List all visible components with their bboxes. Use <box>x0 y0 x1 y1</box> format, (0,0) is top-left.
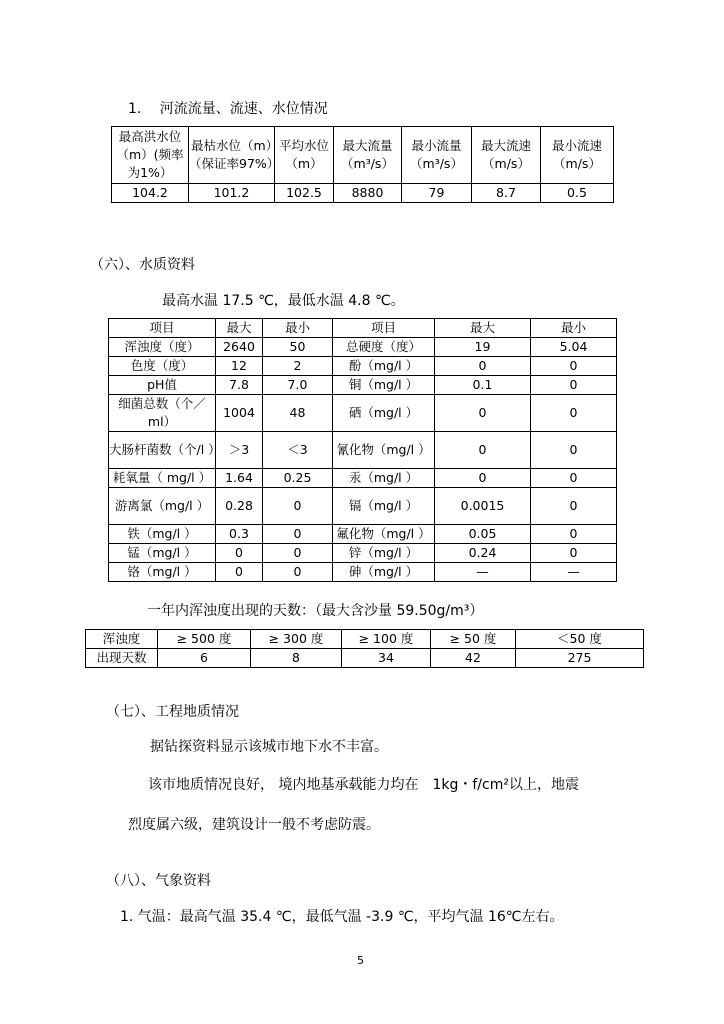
water-quality-cell: 0.25 <box>263 469 333 488</box>
water-quality-cell: 0.05 <box>435 525 531 544</box>
water-quality-cell: 1004 <box>216 395 263 432</box>
water-quality-cell: 0 <box>531 469 617 488</box>
water-quality-cell: 0 <box>263 488 333 525</box>
turbidity-cell: 出现天数 <box>86 649 158 668</box>
water-quality-cell: 铁（mg/l ） <box>109 525 216 544</box>
water-quality-row <box>109 357 617 376</box>
turbidity-cell: 42 <box>431 649 516 668</box>
river-value-cell: 104.2 <box>112 184 189 203</box>
turbidity-cell: ＜50 度 <box>516 630 644 649</box>
water-quality-cell: — <box>435 563 531 582</box>
climate-paragraph: 1. 气温：最高气温 35.4 ℃，最低气温 -3.9 ℃，平均气温 16℃左右。 <box>120 909 564 925</box>
water-quality-cell: 5.04 <box>531 338 617 357</box>
river-header-cell: 最大流量（m³/s） <box>334 127 402 184</box>
water-quality-cell: 2 <box>263 357 333 376</box>
river-table <box>111 126 614 203</box>
river-value-cell: 8880 <box>334 184 402 203</box>
water-quality-cell: 氰化物（mg/l ） <box>333 432 435 469</box>
water-quality-cell: 0.24 <box>435 544 531 563</box>
water-quality-cell: 游离氯（mg/l ） <box>109 488 216 525</box>
water-quality-cell: 硒（mg/l ） <box>333 395 435 432</box>
water-quality-row <box>109 432 617 469</box>
turbidity-cell: 275 <box>516 649 644 668</box>
water-quality-cell: 7.8 <box>216 376 263 395</box>
water-temp-line: 最高水温 17.5 ℃，最低水温 4.8 ℃。 <box>162 293 405 309</box>
water-quality-cell: 0 <box>216 563 263 582</box>
water-quality-cell: 项目 <box>333 319 435 338</box>
water-quality-row <box>109 469 617 488</box>
water-quality-cell: 0 <box>531 432 617 469</box>
water-quality-row <box>109 563 617 582</box>
geology-paragraph: 该市地质情况良好， 境内地基承载能力均在 1kg・f/cm²以上，地震 <box>148 777 579 793</box>
water-quality-cell: 氟化物（mg/l ） <box>333 525 435 544</box>
water-quality-cell: 汞（mg/l ） <box>333 469 435 488</box>
water-quality-cell: 0 <box>531 357 617 376</box>
water-quality-cell: 锌（mg/l ） <box>333 544 435 563</box>
water-quality-row <box>109 376 617 395</box>
water-quality-cell: 0 <box>435 357 531 376</box>
water-quality-cell: 色度（度） <box>109 357 216 376</box>
water-quality-cell: 细菌总数（个／ ml） <box>109 395 216 432</box>
water-quality-cell: 最大 <box>435 319 531 338</box>
water-quality-cell: 7.0 <box>263 376 333 395</box>
river-value-cell: 8.7 <box>472 184 541 203</box>
water-quality-cell: 铬（mg/l ） <box>109 563 216 582</box>
river-header-cell: 最高洪水位（m）(频率为1%） <box>112 127 189 184</box>
water-quality-cell: 最小 <box>263 319 333 338</box>
water-quality-cell: 砷（mg/l ） <box>333 563 435 582</box>
water-quality-cell: 0 <box>216 544 263 563</box>
water-quality-cell: 0.28 <box>216 488 263 525</box>
water-quality-cell: 1.64 <box>216 469 263 488</box>
water-quality-cell: 项目 <box>109 319 216 338</box>
water-quality-cell: 0 <box>263 544 333 563</box>
turbidity-cell: ≥ 300 度 <box>251 630 342 649</box>
water-quality-cell: 酚（mg/l ） <box>333 357 435 376</box>
river-value-cell: 0.5 <box>541 184 614 203</box>
water-quality-cell: 0 <box>531 395 617 432</box>
water-quality-row <box>109 488 617 525</box>
section7-heading: （七）、工程地质情况 <box>106 704 239 720</box>
section8-heading: （八）、气象资料 <box>106 873 211 889</box>
turbidity-cell: ≥ 50 度 <box>431 630 516 649</box>
water-quality-cell: 最大 <box>216 319 263 338</box>
water-quality-cell: 0 <box>435 432 531 469</box>
water-quality-cell: 0.3 <box>216 525 263 544</box>
river-header-cell: 平均水位（m） <box>275 127 334 184</box>
turbidity-cell: 8 <box>251 649 342 668</box>
geology-paragraph: 烈度属六级，建筑设计一般不考虑防震。 <box>128 817 380 833</box>
water-quality-cell: 耗氧量（ mg/l ） <box>109 469 216 488</box>
turbidity-caption: 一年内浑浊度出现的天数：（最大含沙量 59.50g/m³） <box>147 603 484 619</box>
turbidity-cell: 34 <box>342 649 431 668</box>
water-quality-row <box>109 319 617 338</box>
turbidity-cell: 浑浊度 <box>86 630 158 649</box>
river-value-cell: 102.5 <box>275 184 334 203</box>
section6-heading: （六）、水质资料 <box>90 257 195 273</box>
water-quality-cell: 0 <box>531 376 617 395</box>
turbidity-cell: ≥ 100 度 <box>342 630 431 649</box>
page-number: 5 <box>357 954 364 967</box>
water-quality-cell: 0 <box>263 525 333 544</box>
water-quality-cell: 最小 <box>531 319 617 338</box>
water-quality-cell: 0.1 <box>435 376 531 395</box>
water-quality-cell: 锰（mg/l ） <box>109 544 216 563</box>
water-quality-cell: 0 <box>531 525 617 544</box>
water-quality-cell: 铜（mg/l ） <box>333 376 435 395</box>
section1-heading: 1. 河流流量、流速、水位情况 <box>128 101 328 117</box>
river-header-cell: 最大流速（m/s） <box>472 127 541 184</box>
river-header-cell: 最小流量（m³/s） <box>402 127 472 184</box>
water-quality-cell: 0 <box>531 488 617 525</box>
river-header-cell: 最小流速（m/s） <box>541 127 614 184</box>
water-quality-cell: 浑浊度（度） <box>109 338 216 357</box>
water-quality-cell: ＞3 <box>216 432 263 469</box>
water-quality-cell: 12 <box>216 357 263 376</box>
river-value-cell: 79 <box>402 184 472 203</box>
turbidity-table <box>85 629 644 668</box>
water-quality-cell: 0 <box>531 544 617 563</box>
water-quality-table <box>108 318 617 582</box>
water-quality-cell: 2640 <box>216 338 263 357</box>
turbidity-cell: 6 <box>158 649 251 668</box>
water-quality-cell: 50 <box>263 338 333 357</box>
water-quality-cell: 0 <box>263 563 333 582</box>
water-quality-cell: ＜3 <box>263 432 333 469</box>
river-header-cell: 最枯水位（m）（保证率97%） <box>189 127 275 184</box>
geology-paragraph: 据钻探资料显示该城市地下水不丰富。 <box>150 739 388 755</box>
water-quality-cell: 大肠杆菌数（个/l ） <box>109 432 216 469</box>
water-quality-cell: — <box>531 563 617 582</box>
water-quality-row <box>109 338 617 357</box>
water-quality-cell: 镉（mg/l ） <box>333 488 435 525</box>
water-quality-cell: 0.0015 <box>435 488 531 525</box>
water-quality-cell: 0 <box>435 395 531 432</box>
water-quality-cell: 19 <box>435 338 531 357</box>
water-quality-row <box>109 395 617 432</box>
water-quality-row <box>109 525 617 544</box>
water-quality-cell: 48 <box>263 395 333 432</box>
water-quality-cell: 0 <box>435 469 531 488</box>
water-quality-cell: pH值 <box>109 376 216 395</box>
water-quality-row <box>109 544 617 563</box>
water-quality-cell: 总硬度（度） <box>333 338 435 357</box>
turbidity-cell: ≥ 500 度 <box>158 630 251 649</box>
river-value-cell: 101.2 <box>189 184 275 203</box>
